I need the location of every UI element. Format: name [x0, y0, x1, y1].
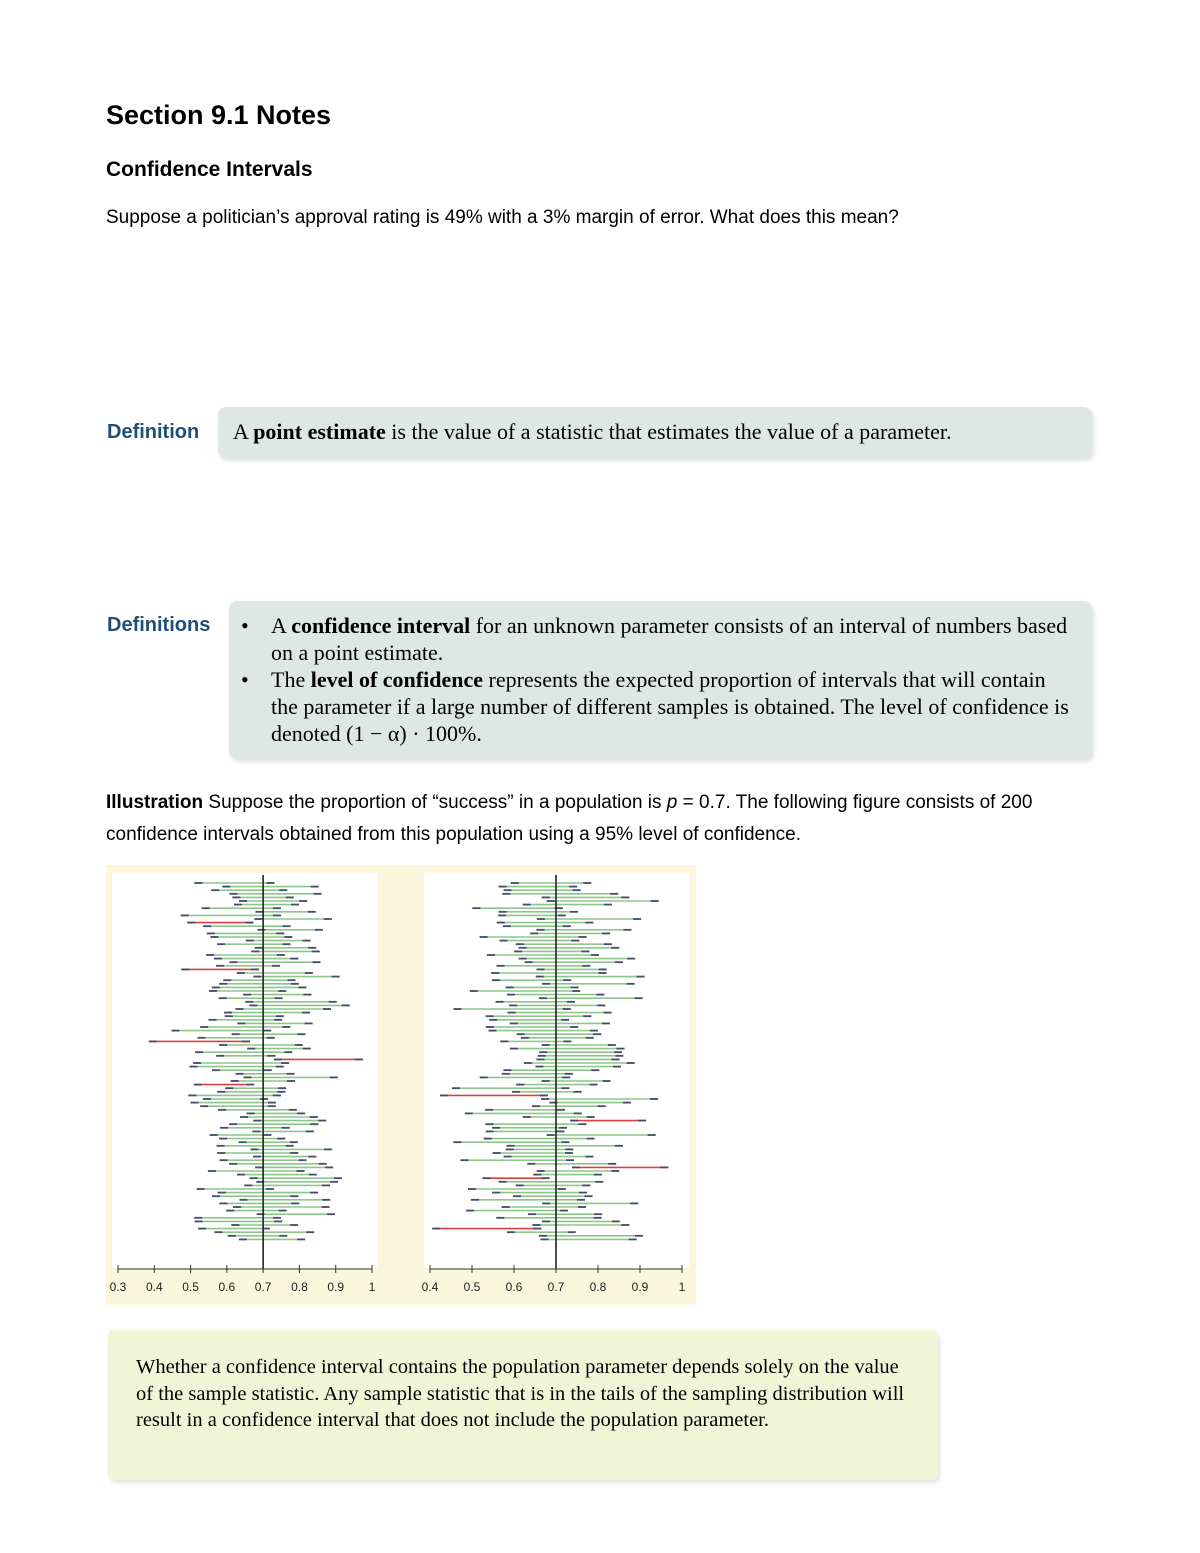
x-tick-label: 0.5 — [463, 1280, 481, 1294]
x-tick-label: 0.7 — [254, 1280, 272, 1294]
x-tick-label: 0.8 — [291, 1280, 308, 1294]
x-tick-label: 0.9 — [327, 1280, 345, 1294]
definition-term: point estimate — [253, 419, 386, 444]
x-tick-label: 0.7 — [547, 1280, 565, 1294]
illustration-paragraph — [106, 787, 1106, 851]
figure-svg — [106, 865, 696, 1305]
x-tick-label: 1 — [368, 1280, 376, 1294]
definition-label: Definition — [107, 421, 200, 443]
definition-box — [218, 407, 1092, 458]
definition-pre: A — [233, 419, 254, 444]
x-tick-label: 0.9 — [631, 1280, 649, 1294]
x-tick-label: 0.6 — [218, 1280, 236, 1294]
section-heading: Confidence Intervals — [106, 158, 313, 181]
callout-text: Whether a confidence interval contains the population parameter depends solely on the value of the sample statistic. Any sample statistic that is in the tails of the sampling distribution will result in a confidence interval that does not include the population parameter. — [136, 1356, 905, 1431]
bullet-pre: The — [271, 667, 311, 692]
bullet-post: for an unknown parameter consists of an interval of numbers based on a point estimate. — [271, 613, 1068, 665]
page-title: Section 9.1 Notes — [106, 100, 332, 130]
bullet-post: represents the expected proportion of intervals that will contain the parameter if a large number of different samples is obtained. The level of confidence is denoted (1 − α) · 100%. — [271, 667, 1069, 746]
x-tick-label: 0.4 — [421, 1280, 439, 1294]
bullet-icon: • — [241, 667, 249, 692]
definition-text — [233, 419, 951, 445]
bullet-icon: • — [241, 613, 249, 638]
x-tick-label: 0.5 — [182, 1280, 199, 1294]
definition-bullet — [241, 612, 1071, 666]
illustration-text: Suppose the proportion of “success” in a population is — [203, 792, 667, 813]
definition-post: is the value of a statistic that estimates the value of a parameter. — [385, 419, 952, 444]
illustration-variable: p — [666, 792, 678, 813]
bullet-term: confidence interval — [291, 613, 471, 638]
definitions-label: Definitions — [107, 614, 211, 636]
illustration-text: = 0.7. The following figure consists of 200 confidence intervals obtained from this population using a 95% level of confidence. — [106, 792, 1033, 845]
illustration-label: Illustration — [106, 792, 204, 813]
x-tick-label: 1 — [678, 1280, 686, 1294]
x-tick-label: 0.8 — [589, 1280, 607, 1294]
bullet-pre: A — [271, 613, 292, 638]
definitions-box — [229, 601, 1092, 759]
definition-bullet — [241, 666, 1071, 747]
x-tick-label: 0.3 — [109, 1280, 127, 1294]
x-tick-label: 0.6 — [505, 1280, 523, 1294]
callout-box — [108, 1330, 938, 1480]
confidence-interval-figure — [106, 865, 696, 1305]
question-text: Suppose a politician’s approval rating is 49% with a 3% margin of error. What does this mean? — [106, 207, 899, 228]
x-tick-label: 0.4 — [145, 1280, 163, 1294]
bullet-term: level of confidence — [310, 667, 483, 692]
